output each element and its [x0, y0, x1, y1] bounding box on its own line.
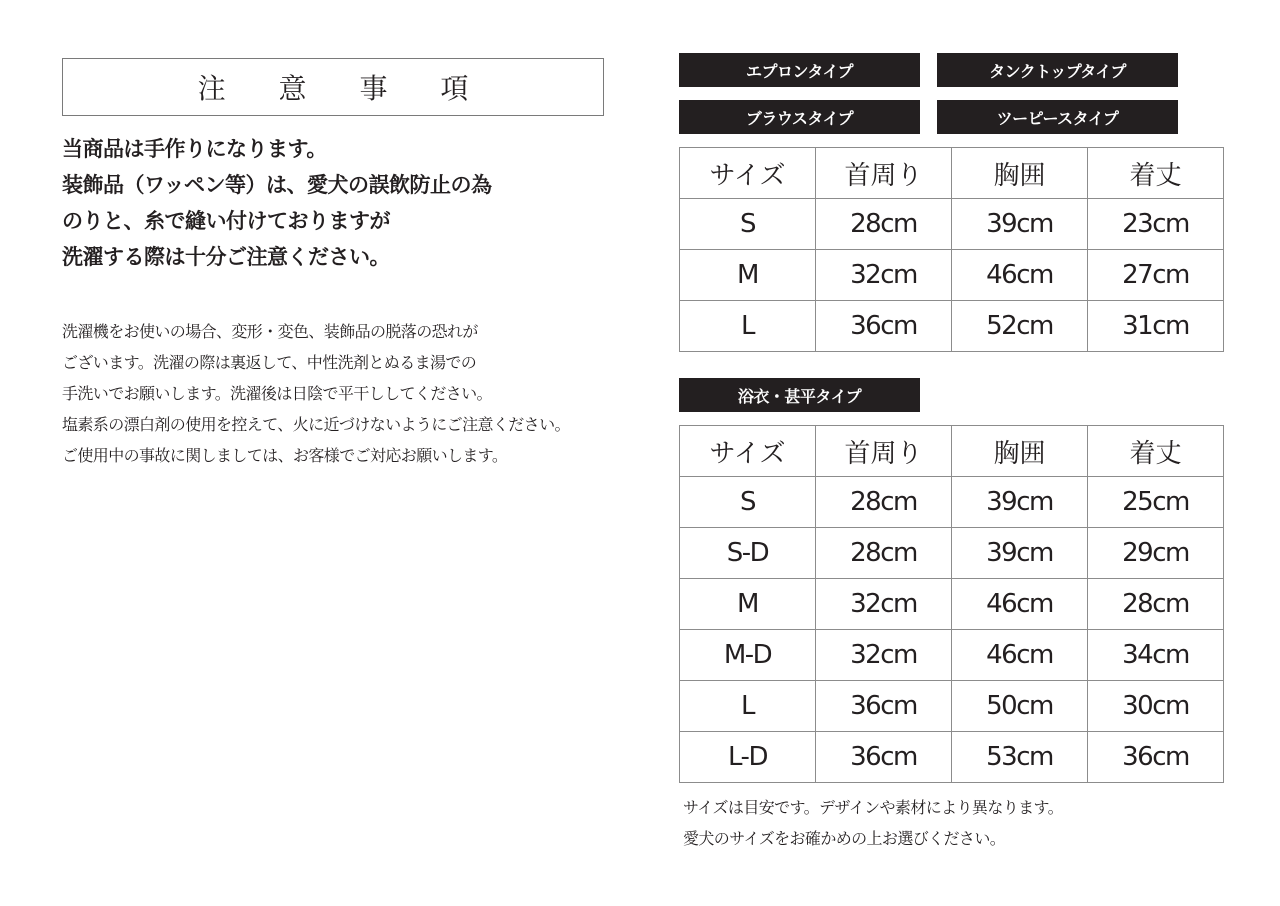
cell-length: 36cm	[1088, 732, 1224, 783]
cell-neck: 36cm	[816, 301, 952, 352]
cell-neck: 32cm	[816, 579, 952, 630]
header-neck: 首周り	[816, 148, 952, 199]
cell-chest: 39cm	[952, 477, 1088, 528]
cell-neck: 28cm	[816, 199, 952, 250]
table-row	[680, 579, 1224, 630]
table-row	[680, 732, 1224, 783]
size-table-general	[679, 147, 1224, 352]
type-tag-blouse: ブラウスタイプ	[679, 100, 920, 134]
cell-length: 31cm	[1088, 301, 1224, 352]
table-row	[680, 250, 1224, 301]
table-header-row	[680, 148, 1224, 199]
notice-lead-line: 装飾品（ワッペン等）は、愛犬の誤飲防止の為	[62, 173, 492, 197]
cell-neck: 36cm	[816, 681, 952, 732]
notice-lead	[62, 131, 622, 275]
cell-size: L	[680, 681, 816, 732]
notice-title: 注 意 事 項	[197, 72, 491, 105]
cell-size: L	[680, 301, 816, 352]
cell-chest: 46cm	[952, 579, 1088, 630]
cell-chest: 46cm	[952, 250, 1088, 301]
type-tag-apron: エプロンタイプ	[679, 53, 920, 87]
notice-lead-line: のりと、糸で縫い付けておりますが	[62, 209, 390, 233]
size-footnote	[683, 792, 1243, 854]
table-row	[680, 477, 1224, 528]
cell-size: M	[680, 579, 816, 630]
notice-lead-line: 洗濯する際は十分ご注意ください。	[62, 245, 390, 269]
cell-size: L-D	[680, 732, 816, 783]
footnote-line: サイズは目安です。デザインや素材により異なります。	[683, 798, 1064, 817]
cell-neck: 28cm	[816, 528, 952, 579]
notice-lead-line: 当商品は手作りになります。	[62, 137, 327, 161]
cell-size: S	[680, 477, 816, 528]
cell-neck: 32cm	[816, 250, 952, 301]
cell-size: M	[680, 250, 816, 301]
type-tag-tanktop: タンクトップタイプ	[937, 53, 1178, 87]
cell-length: 27cm	[1088, 250, 1224, 301]
table-row	[680, 681, 1224, 732]
header-chest: 胸囲	[952, 148, 1088, 199]
cell-chest: 52cm	[952, 301, 1088, 352]
notice-body	[62, 316, 622, 471]
cell-chest: 39cm	[952, 199, 1088, 250]
cell-size: M-D	[680, 630, 816, 681]
table-row	[680, 199, 1224, 250]
cell-length: 28cm	[1088, 579, 1224, 630]
cell-length: 29cm	[1088, 528, 1224, 579]
table-row	[680, 528, 1224, 579]
size-table-yukata	[679, 425, 1224, 783]
notice-body-line: 塩素系の漂白剤の使用を控えて、火に近づけないようにご注意ください。	[62, 415, 570, 434]
type-tag-yukata: 浴衣・甚平タイプ	[679, 378, 920, 412]
table-row	[680, 301, 1224, 352]
header-size: サイズ	[680, 148, 816, 199]
cell-size: S	[680, 199, 816, 250]
notice-body-line: 手洗いでお願いします。洗濯後は日陰で平干ししてください。	[62, 384, 492, 403]
cell-size: S-D	[680, 528, 816, 579]
cell-length: 30cm	[1088, 681, 1224, 732]
cell-neck: 32cm	[816, 630, 952, 681]
notice-body-line: ございます。洗濯の際は裏返して、中性洗剤とぬるま湯での	[62, 353, 477, 372]
cell-neck: 36cm	[816, 732, 952, 783]
cell-chest: 46cm	[952, 630, 1088, 681]
cell-chest: 50cm	[952, 681, 1088, 732]
cell-chest: 39cm	[952, 528, 1088, 579]
footnote-line: 愛犬のサイズをお確かめの上お選びください。	[683, 829, 1006, 848]
header-neck: 首周り	[816, 426, 952, 477]
table-row	[680, 630, 1224, 681]
cell-length: 23cm	[1088, 199, 1224, 250]
header-length: 着丈	[1088, 148, 1224, 199]
header-length: 着丈	[1088, 426, 1224, 477]
table-header-row	[680, 426, 1224, 477]
cell-length: 25cm	[1088, 477, 1224, 528]
header-chest: 胸囲	[952, 426, 1088, 477]
cell-neck: 28cm	[816, 477, 952, 528]
cell-length: 34cm	[1088, 630, 1224, 681]
notice-body-line: 洗濯機をお使いの場合、変形・変色、装飾品の脱落の恐れが	[62, 322, 478, 341]
type-tag-twopiece: ツーピースタイプ	[937, 100, 1178, 134]
cell-chest: 53cm	[952, 732, 1088, 783]
notice-title-box	[62, 58, 604, 116]
notice-body-line: ご使用中の事故に関しましては、お客様でご対応お願いします。	[62, 446, 508, 465]
header-size: サイズ	[680, 426, 816, 477]
